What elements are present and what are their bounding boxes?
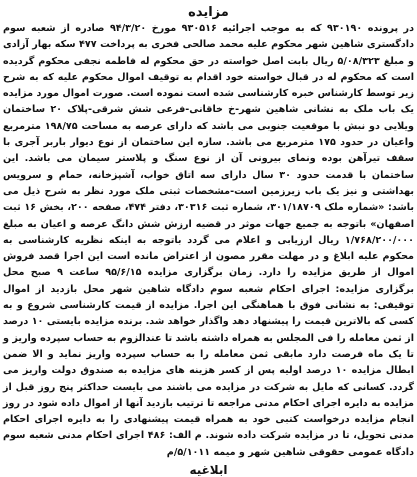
notice-title: مزایده (188, 5, 229, 20)
next-notice-title: ابلاغیه (189, 463, 228, 477)
notice-body: در پرونده ۹۳۰۱۹۰ که به موجب اجرائیه ۹۳۰۵۱۶ مورخ ۹۴/۳/۲۰ صادره از شعبه سوم دادگستری شاهین شهر محکوم علیه محمد صالحی فخری به پرداخت ۴۷۷ سکه بهار آزادی و مبلغ ۵/۰۸/۳۲۳ ریال بابت اصل خواسته در حق محکوم له فاطمه نجفی محکوم گردیده است که محکوم له در قبال خواسته خود اقدام به توقیف اموال محکوم علیه که به شرح زیر توسط کارشناس خبره کارشناسی شده است نموده است. صورت اموال مورد مزایده یک باب ملک به نشانی شاهین شهر-خ خاقانی-فرعی شش شرقی-پلاک ۲۰ ساختمان ویلایی دو نبش با موقعیت جنوبی می باشد که دارای عرصه به مساحت ۱۹۸/۷۵ مترمربع واعیان در حدود ۱۷۵ مترمربع می باشد. سازه این ساختمان از نوع دیوار باربر آجری با سقف تیرآهن بوده ونمای بیرونی آن از نوع سنگ و پلاستر سیمان می باشد. این ساختمان با قدمت حدود ۳۰ سال دارای سه اتاق خواب، آشپزخانه، حمام و سرویس بهداشتی و نیز یک باب زیرزمین است-مشخصات ثبتی ملک مورد نظر به شرح ذیل می باشد: «شماره ملک ۳۰۱/۱۸۷۰۹، شماره ثبت ۳۰۳۱۶، دفتر ۴۷۴، صفحه ۲۰۰، بخش ۱۶ ثبت اصفهان» باتوجه به جمیع جهات موثر در قضیه ارزش شش دانگ عرصه و اعیان به مبلغ ۱/۷۶۸/۲۰۰/۰۰۰ ریال ارزیابی و اعلام می گردد باتوجه به اینکه نظریه کارشناسی به محکوم علیه ابلاغ و در مهلت مقرر مصون از اعتراض مانده است این اجرا قصد فروش اموال از طریق مزایده را دارد. زمان برگزاری مزایده ۹۵/۶/۱۵ ساعت ۹ صبح محل برگزاری مزایده: اجرای احکام شعبه سوم دادگاه شاهین شهر محل بازدید از اموال توقیفی: به نشانی فوق با هماهنگی این اجرا. مزایده از قیمت کارشناسی شروع و به کسی که بالاترین قیمت را پیشنهاد دهد واگذار خواهد شد. برنده مزایده بایستی ۱۰ درصد از ثمن معامله را فی المجلس به همراه داشته باشد تا عندالزوم به حساب سپرده واریز و تا یک ماه فرصت دارد مابقی ثمن معامله را به حساب سپرده واریز نماید و الا ضمن ابطال مزایده ۱۰ درصد اولیه پس از کسر هزینه های مزایده به صندوق دولت واریز می گردد. کسانی که مایل به شرکت در مزایده می باشند می بایست حداکثر پنج روز قبل از مزایده به دایره اجرای احکام مدنی مراجعه تا ترتیب بازدید آنها از اموال داده شود در روز انجام مزایده درخواست کتبی خود به همراه قیمت پیشنهادی را به دایره اجرای احکام مدنی تحویل، تا در مزایده شرکت داده شوند. م الف: ۴۸۶ اجرای احکام مدنی شعبه سوم دادگاه عمومی حقوقی شاهین شهر و میمه ۵/۱۰۱۱/م (3, 23, 415, 458)
